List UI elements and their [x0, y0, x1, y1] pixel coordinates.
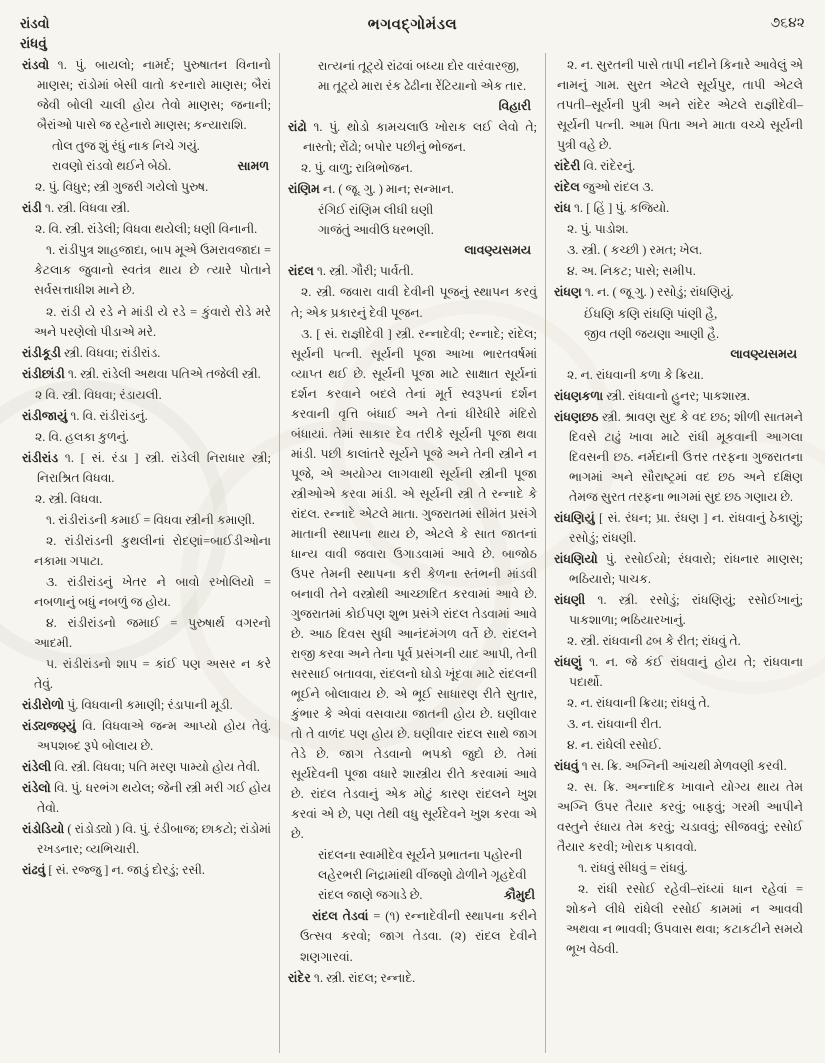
- verse-line: લહેરભરી નિદ્રામાંથી વીંજણો ઢોળીને ગૃહદેવી: [318, 868, 527, 883]
- verse-attribution: લાવણ્યસમય: [464, 243, 531, 258]
- sense-item: ૨. સ. ક્રિ. અન્નાદિક ખાવાને યોગ્ય થાય તેમ અગ્નિ ઉપર તૈયાર કરવું; બાફવું; ગરમી આપીને વસ્તુને રંધાય તેમ કરવું; ચડાવવું; સીજવવું; રસોઈ તૈયાર કરવી; ખોરાક પકાવવો.: [557, 780, 803, 855]
- dictionary-entry: રાંઢવું [ સં. રજ્જુ ] ન. જાડું દોરડું; રસી.: [22, 863, 206, 878]
- dictionary-entry: રાંદલ ૧. સ્ત્રી. ગૌરી; પાર્વતી.: [288, 264, 414, 279]
- verse-block: [288, 200, 537, 260]
- verse-block: [288, 56, 537, 116]
- sense-item: ૨. વિ. સ્ત્રી. રાંડેલી; વિધવા થયેલી; ધણી વિનાની.: [35, 222, 258, 237]
- headword: રાંધણિયું: [554, 510, 595, 525]
- dictionary-entry: રાંધણિયું [ સં. રંધન; પ્રા. રંધણ ] ન. રાંધવાનું ઠેકાણું; રસોડું; રાંધણી.: [554, 510, 803, 545]
- dictionary-entry: રાંડ્યજણ્યું વિ. વિધવાએ જન્મ આપ્યો હોય તેવું. અપશબ્દ રૂપે બોલાય છે.: [22, 719, 271, 754]
- dictionary-entry: રાંધ ૧. [ હિં ] પું. કજિયો.: [554, 201, 670, 216]
- dictionary-entry: રાંધણકળા સ્ત્રી. રાંધવાનો હુનર; પાકશાસ્ત્ર.: [554, 388, 750, 403]
- dictionary-entry: રાંડેલો વિ. પું. ધરભંગ થયેલ; જેની સ્ત્રી મરી ગઈ હોય તેવો.: [22, 781, 271, 816]
- idiom-item: રાંદલ તેડવાં = (૧) રન્નાદેવીની સ્થાપના કરીને ઉત્સવ કરવો; જાગ તેડવા. (૨) રાંદલ દેવીને શણગારવાં.: [300, 909, 537, 964]
- sense-item: ૨. સ્ત્રી. રાંધવાની ઢબ કે રીત; રાંધવું તે.: [567, 634, 741, 648]
- verse-line: જીવ તણી જયણા આણી હૈ.: [584, 326, 720, 341]
- dictionary-entry: રાંદેલ જુઓ રાંદલ ૩.: [554, 180, 654, 195]
- verse-line: મા તૂટ્યે મારા રંક ઢેઢીના રેંટિયાનો એક તાર.: [318, 79, 527, 94]
- dictionary-entry: રાંધણ ૧. ન. ( જૂ ગુ. ) રસોડું; રાંધણિયું.: [554, 285, 734, 300]
- verse-line: રંગિઈ રાંણિમ લીધી ઘણી: [318, 203, 434, 218]
- headword: રાંઢવું: [22, 863, 46, 878]
- dictionary-entry: રાંડીરાંડ ૧. [ સં. રંડા ] સ્ત્રી. રાંડેલી નિરાધાર સ્ત્રી; નિરાશ્રિત વિધવા.: [22, 450, 271, 485]
- verse-attribution: વિહારી: [498, 99, 531, 114]
- headword: રાંદેલ: [554, 180, 580, 195]
- verse-line: રાંદલ જાણે જગાડે છે.: [318, 888, 423, 903]
- headword: રાંદેરી: [554, 159, 581, 174]
- column-3: [545, 53, 811, 1053]
- headword: રાંધણછઠ: [554, 409, 599, 424]
- dictionary-entry: રાંઢો ૧. પું. થોડો કામચલાઉ ખોરાક લઈ લેવો તે; નાસ્તો; રોંઢો; બપોર પછીનું ભોજન.: [288, 120, 537, 155]
- dictionary-entry: રાંદેર ૧. સ્ત્રી. રાંદલ; રન્નાદે.: [288, 970, 416, 985]
- verse-line-row: [318, 885, 535, 905]
- sense-item: ૨. સ્ત્રી. વિધવા.: [35, 491, 103, 506]
- verse-block: [554, 304, 803, 364]
- idiom-item: ૩. રાંડીરાંડનું ખેતર ને બાવો રખોલિયો = નબળાનું બધું નબળું જ હોય.: [34, 574, 271, 609]
- sense-item: ૪. ન. રાંધેલી રસોઈ.: [567, 738, 662, 753]
- dictionary-entry: રાંડીછાંડી ૧. સ્ત્રી. રાંડેલી અથવા પતિએ તજેલી સ્ત્રી.: [22, 366, 261, 381]
- headword: રાંધણું: [554, 655, 582, 670]
- sense-item: ૨. પું. વિધુર; સ્ત્રી ગુજરી ગયેલો પુરુષ.: [35, 180, 209, 195]
- sense-item: ૨. સ્ત્રી. જવારા વાવી દેવીની પૂજનું સ્થાપન કરવું તે; એક પ્રકારનું દેવી પૂજન.: [291, 285, 537, 320]
- dictionary-entry: રાંડોડિયો ( રાંડોડ્યો ) વિ. પું. રંડીબાજ; છાકટો; રાંડોમાં રખડનાર; વ્યભિચારી.: [22, 822, 271, 857]
- verse-attribution: લાવણ્યસમય: [730, 346, 797, 361]
- sense-item: ૨. વિ. હલકા કુળનું.: [35, 429, 129, 444]
- idiom-item: ૨. રાંધી રસોઈ રહેવી–રાંધ્યાં ધાન રહેવાં = શોકને લીધે રાંધેલી રસોઈ કામમાં ન આવવી અથવા ન ભાવવી; ઉપવાસ થવા; કટાકટીને સમયે ભૂખ વેઠવી.: [566, 882, 803, 957]
- headword: રાંઢો: [288, 120, 307, 135]
- idiom-item: ૧. રાંડીરાંડની કમાઈ = વિધવા સ્ત્રીની કમાણી.: [46, 512, 255, 527]
- dictionary-entry: રાંધણછઠ સ્ત્રી. શ્રાવણ સુદ કે વદ છઠ; શીળી સાતમને દિવસે ટાઢું ખાવા માટે રાંધી મૂકવાની આગલા દિવસની છઠ. નર્મદાની ઉત્તર તરફના ગુજરાતના ભાગમાં અને સૌરાષ્ટ્રમાં વદ છઠ અને દક્ષિણ તેમજ સુરત તરફના ભાગમાં સુદ છઠ ગણાય છે.: [554, 409, 803, 504]
- idiom-item: ૨. રાંડી યે રડે ને માંડી યે રડે = કુંવારો રોડે મરે અને પરણેલો પીડાએ મરે.: [34, 304, 271, 339]
- headword: રાંડેલો: [22, 781, 51, 796]
- idiom-item: ૧. રાંધવું સીધવું = રાંધવું.: [578, 861, 688, 876]
- headword: રાંધણિયો: [554, 551, 598, 566]
- verse-line: ગાજંતું આવીઉ ધરભણી.: [318, 223, 434, 238]
- idiom-item: ૨. રાંડીરાંડની કુથલીનાં રોદણાં=બાઈડીઓના નકામા ગપાટા.: [34, 533, 271, 568]
- headword: રાંધવું: [554, 759, 579, 774]
- dictionary-entry: રાંધણું ૧. ન. જે કંઈ રાંધવાનું હોય તે; રાંધવાના પદાર્થો.: [554, 655, 803, 690]
- dictionary-entry: રાંડવો ૧. પું. બાયલો; નામર્દ; પુરુષાતન વિનાનો માણસ; રાંડોમાં બેસી વાતો કરનારો માણસ; બૈરાં જેવી બોલી ચાલી હોય તેવો માણસ; જનાની; બૈરાંઓ પાસે જ રહેનારો માણસ; કન્યારાશિ.: [22, 58, 271, 133]
- dictionary-entry: રાંડી ૧. સ્ત્રી. વિધવા સ્ત્રી.: [22, 201, 130, 216]
- sense-item: ૨ વિ. સ્ત્રી. વિધવા; રંડાયલી.: [35, 387, 162, 402]
- headword: રાંધ: [554, 201, 571, 216]
- headword: રાંડવો: [22, 58, 50, 73]
- headword: રાંડીછાંડી: [22, 366, 65, 381]
- headword: રાંડેલી: [22, 760, 52, 775]
- headword: રાંડીકૂડી: [22, 345, 61, 360]
- sense-item: ૪. અ. નિકટ; પાસે; સમીપ.: [567, 264, 696, 279]
- idiom-item: ૫. રાંડીરાંડનો શાપ = કાંઈ પણ અસર ન કરે તેવું.: [34, 657, 271, 692]
- page-header: [14, 8, 811, 53]
- verse-line: ઈંધણિ કણિ રાંધણિ પાંણી હૈ,: [584, 306, 718, 321]
- text-columns: [14, 53, 811, 1053]
- idiom-lead: રાંદલ તેડવાં: [312, 909, 369, 924]
- dictionary-entry: રાંધવું ૧ સ. ક્રિ. અગ્નિની આંચથી મેળવણી કરવી.: [554, 759, 787, 774]
- headword: રાંદેર: [288, 970, 311, 985]
- headword: રાંધણકળા: [554, 388, 604, 403]
- headword: રાંડ્યજણ્યું: [22, 719, 76, 734]
- headword: રાંધણી: [554, 592, 586, 607]
- guide-word-bottom: રાંધવું: [20, 35, 47, 51]
- column-2: [279, 53, 545, 1053]
- sense-item: ૨. પું. પાડોશ.: [567, 222, 629, 237]
- headword: રાંડીરાંડ: [22, 450, 59, 465]
- dictionary-entry: રાંધણી ૧. સ્ત્રી. રસોડું; રાંધણિયું; રસોઈખાનું; પાકશાળા; ભઠિયારખાનું.: [554, 592, 803, 627]
- verse-line: રાત્યનાં તૂટ્યે રાંઢવાં બધ્યા દોર વારંવારજી,: [318, 59, 520, 74]
- book-title: ભગવદ્ગોમંડલ: [367, 17, 458, 33]
- verse-line-row: [52, 156, 269, 176]
- sense-item: ૨. ન. સુરતની પાસે તાપી નદીને કિનારે આવેલું એ નામનું ગામ. સુરત એટલે સૂર્યપુર, તાપી એટલે તપતી–સૂર્યની પુત્રી અને રાંદેર એટલે રાજ્ઞીદેવી–સૂર્યની પત્ની. આમ પિતા અને માતા વચ્ચે સૂર્યની પુત્રી વહે છે.: [557, 58, 803, 153]
- dictionary-entry: રાંડીજાયું ૧. વિ. રાંડીરાંડનું.: [22, 408, 148, 423]
- headword: રાંધણ: [554, 285, 582, 300]
- sense-item: ૨. ન. રાંધવાની ક્રિયા; રાંધવું તે.: [567, 696, 710, 711]
- idiom-item: ૪. રાંડીરાંડનો જમાઈ = પુરુષાર્થ વગરનો આદમી.: [34, 615, 271, 650]
- sense-item: ૨. ન. રાંધવાની કળા કે ક્રિયા.: [567, 367, 704, 382]
- dictionary-entry: રાંણિમ ન. ( જૂ. ગુ. ) માન; સન્માન.: [288, 182, 454, 197]
- column-1: [14, 53, 279, 1053]
- verse-line: રાવણો રાંડવો થઈને બેઠો.: [52, 159, 172, 174]
- dictionary-entry: રાંધણિયો પું. રસોઈયો; રંધવારો; રાંધનાર માણસ; ભઠિયારો; પાચક.: [554, 551, 803, 586]
- headword: રાંણિમ: [288, 182, 320, 197]
- verse-line: તોલ તુજ શું રંધું નાક નિચે ગયું.: [52, 139, 200, 154]
- sense-item: ૩. [ સં. રાજ્ઞીદેવી ] સ્ત્રી. રન્નાદેવી; રન્નાદે; રાંદેલ; સૂર્યની પત્ની. સૂર્યની પૂજા આખા ભારતવર્ષમાં વ્યાપ્ત થઈ છે. સૂર્યની પૂજા માટે સાક્ષાત સૂર્યનાં દર્શન કરવાને બદલે તેનાં મૂર્ત સ્વરૂપનાં દર્શન કરવાની વૃત્તિ બંધાઈ અને તેનાં ધીરેધીરે મંદિરો બંધાયાં. તેમાં સાકાર દેવ તરીકે સૂર્યની પૂજા થવા માંડી. પછી કાલાંતરે સૂર્યને પૂજે અને તેની સ્ત્રીને ન પૂજે, એ અયોગ્ય લાગવાથી સૂર્યની સ્ત્રીની પૂજા સ્ત્રીઓએ કરવા માંડી. એ સૂર્યની સ્ત્રી તે રન્નાદે કે રાંદલ. રન્નાદે એટલે માતા. ગુજરાતમાં સીમંત પ્રસંગે માતાની સ્થાપના થાય છે, એટલે કે સાત જાતનાં ધાન્ય વાવી જવારા ઉગાડવામાં આવે છે. બાજોઠ ઉપર તેમની સ્થાપના કરી કેળના સ્તંભની માંડવી બનાવી તેને વસ્ત્રોથી આચ્છાદિત કરવામાં આવે છે. ગુજરાતમાં કોઈપણ શુભ પ્રસંગે રાંદલ તેડવામાં આવે છે. આઠ દિવસ સુધી આનંદમંગળ વર્તે છે. રાંદલને રાજી કરવા અને તેના પૂર્વ પ્રસંગની યાદ આપી, તેની સરસાઈ બતાવવા, રાંદલનો ઘોડો ખૂંદવા માટે રાંદલની ભૂઈને બોલાવાય છે. એ ભૂઈ સાધારણ રીતે સુતાર, કુંભાર કે એવાં વસવાયા જાતની હોય છે. ઘણીવાર તો તે વાળંદ પણ હોય છે. ઘણીવાર રાંદલ સાથે જાગ તેડે છે. જાગ તેડવાનો ભપકો જુદો છે. તેમાં સૂર્યદેવની પૂજા વધારે શાસ્ત્રીય રીતે કરવામાં આવે છે. રાંદલ તેડવાનું એક મોટું કારણ રાંદલને ખુશ કરવાં એ છે, પણ તેથી વધુ સૂર્યદેવને ખુશ કરવા એ છે.: [291, 326, 537, 842]
- dictionary-entry: રાંદેરી વિ. રાંદેરનું.: [554, 159, 636, 174]
- page-number: ૭૬૪૨: [770, 16, 805, 31]
- dictionary-entry: રાંડીકૂડી સ્ત્રી. વિધવા; રાંડીરાંડ.: [22, 345, 161, 360]
- guide-words: [20, 14, 190, 53]
- headword: રાંડી: [22, 201, 42, 216]
- verse-line: રાંદલના સ્વામીદેવ સૂર્યને પ્રભાતના પહોરની: [318, 848, 523, 863]
- sense-item: ૨. પું. વાળુ; રાત્રિભોજન.: [301, 161, 413, 176]
- verse-attribution: કૌમુદી: [503, 888, 535, 903]
- verse-block: [22, 136, 271, 176]
- headword: રાંદલ: [288, 264, 314, 279]
- headword: રાંડીરોળો: [22, 698, 65, 713]
- dictionary-entry: રાંડેલી વિ. સ્ત્રી. વિધવા; પતિ મરણ પામ્યો હોય તેવી.: [22, 760, 260, 775]
- guide-word-top: રાંડવો: [20, 16, 50, 31]
- dictionary-entry: રાંડીરોળો પું. વિધવાની કમાણી; રંડાપાની મૂડી.: [22, 698, 233, 713]
- sense-item: ૩. સ્ત્રી. ( કચ્છી ) રમત; ખેલ.: [567, 243, 703, 258]
- verse-attribution: સામળ: [237, 159, 269, 174]
- headword: રાંડીજાયું: [22, 408, 68, 423]
- headword: રાંડોડિયો: [22, 822, 65, 837]
- idiom-item: ૧. રાંડીપુત્ર શાહજાદા, બાપ મૂએ ઉમરાવજાદા = કેટલાક જુવાનો સ્વતંત્ર થાય છે ત્યારે પોતાને સર્વસત્તાધીશ માને છે.: [34, 243, 271, 298]
- verse-block: [288, 845, 537, 905]
- sense-item: ૩. ન. રાંધવાની રીત.: [567, 717, 662, 732]
